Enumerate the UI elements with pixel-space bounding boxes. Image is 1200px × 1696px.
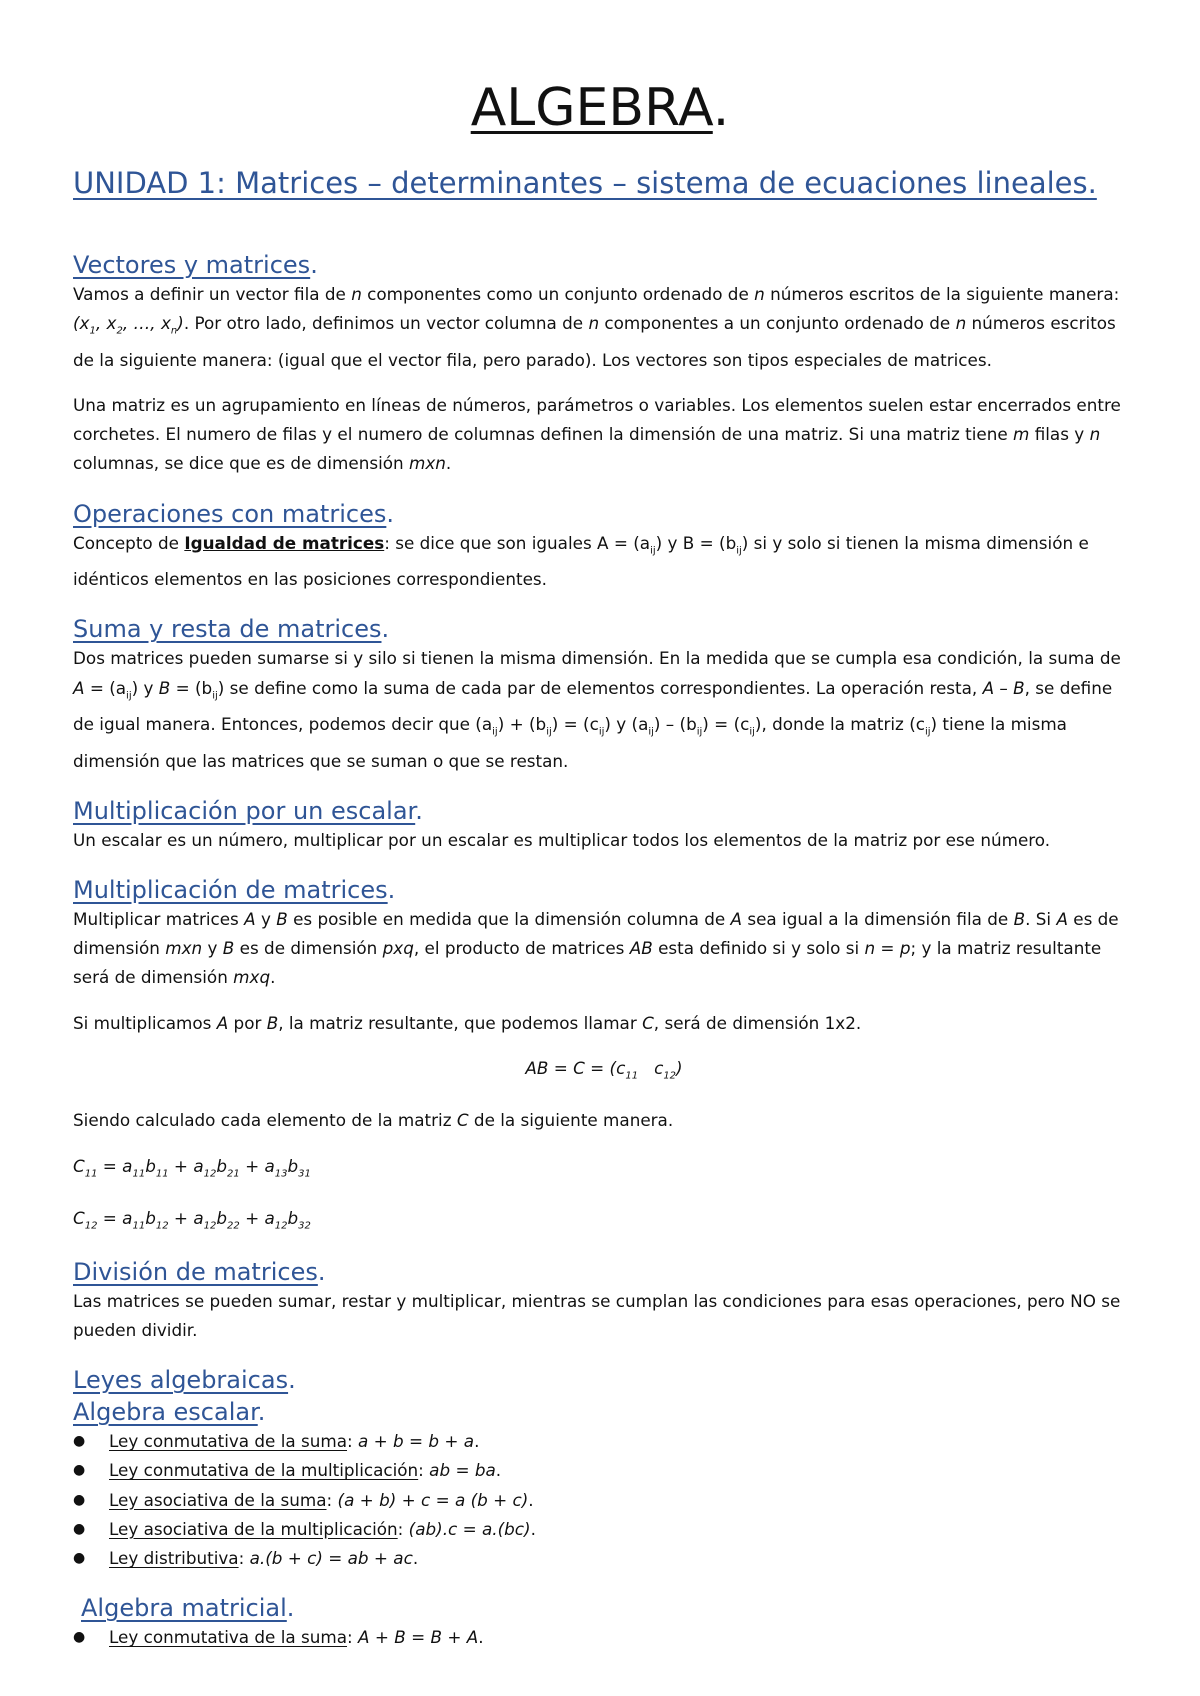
law-name: Ley conmutativa de la suma <box>109 1627 348 1648</box>
bullet-icon: ● <box>73 1550 86 1566</box>
paragraph-escalar: Un escalar es un número, multiplicar por un escalar es multiplicar todos los elementos de la matriz por ese número. <box>73 829 1051 850</box>
law-item: ● Ley conmutativa de la suma: A + B = B + A. <box>73 1623 1135 1652</box>
list-escalar-laws <box>73 1427 1135 1573</box>
heading-operaciones: Operaciones con matrices. <box>73 499 394 528</box>
heading-division: División de matrices. <box>73 1257 326 1286</box>
law-item: ● Ley asociativa de la suma: (a + b) + c = a (b + c). <box>73 1486 1135 1515</box>
law-item: ● Ley distributiva: a.(b + c) = ab + ac. <box>73 1544 1135 1573</box>
heading-leyes: Leyes algebraicas. <box>73 1366 296 1395</box>
paragraph-siendo-calculado: Siendo calculado cada elemento de la matriz C de la siguiente manera. <box>73 1110 674 1131</box>
law-expression: ab = ba <box>429 1460 496 1481</box>
law-name: Ley distributiva <box>109 1548 239 1568</box>
law-expression: (a + b) + c = a (b + c) <box>337 1489 529 1510</box>
heading-algebra-matricial: Algebra matricial. <box>81 1594 295 1623</box>
heading-multiplicacion: Multiplicación de matrices. <box>73 876 396 905</box>
law-name: Ley asociativa de la multiplicación <box>109 1518 398 1539</box>
heading-algebra-escalar: Algebra escalar. <box>73 1398 266 1427</box>
law-expression: (ab).c = a.(bc) <box>408 1518 531 1539</box>
document-body <box>73 250 1135 1652</box>
law-item: ● Ley conmutativa de la suma: a + b = b + a. <box>73 1427 1135 1456</box>
law-name: Ley conmutativa de la multiplicación <box>109 1460 419 1481</box>
bullet-icon: ● <box>73 1433 86 1450</box>
heading-vectores: Vectores y matrices. <box>73 251 318 279</box>
law-name: Ley asociativa de la suma <box>109 1489 327 1510</box>
law-expression: a.(b + c) = ab + ac <box>249 1548 413 1568</box>
law-name: Ley conmutativa de la suma <box>109 1431 348 1452</box>
paragraph-vector-definition: Vamos a definir un vector fila de n componentes como un conjunto ordenado de n números escritos de la siguiente manera: ($x_1$, $x_2$, …, $x_n$). Por otro lado, definimos un vector columna de n componentes a un conjunto ordenado de n números escritos de la siguiente manera: (igual que el vector fila, pero parado). Los vectores son tipos especiales de matrices. <box>73 284 1120 370</box>
list-matricial-laws <box>73 1623 1135 1652</box>
paragraph-division: Las matrices se pueden sumar, restar y multiplicar, mientras se cumplan las condiciones para esas operaciones, pero NO se pueden dividir. <box>73 1290 1121 1340</box>
law-item: ● Ley conmutativa de la multiplicación: ab = ba. <box>73 1456 1135 1485</box>
equation-c11: $C_{11} = a_{11}b_{11} + a_{12}b_{21} + a_{13}b_{31}$ <box>73 1155 311 1180</box>
equation-c12: $C_{12} = a_{11}b_{12} + a_{12}b_{22} + a_{12}b_{32}$ <box>73 1208 311 1232</box>
document-title: ALGEBRA. <box>470 78 730 138</box>
unit-heading: UNIDAD 1: Matrices – determinantes – sistema de ecuaciones lineales. <box>73 166 1097 200</box>
law-expression: A + B = B + A <box>358 1627 479 1648</box>
law-expression: a + b = b + a <box>358 1431 475 1452</box>
bullet-icon: ● <box>73 1520 86 1537</box>
formula-ab: AB = $C = (c_{11}$ $c_{12}$) <box>525 1057 683 1082</box>
paragraph-igualdad: Concepto de Igualdad de matrices: se dice que son iguales $A = (a_{ij})$ y $B = (b_{ij})$ si y solo si tienen la misma dimensión e idénticos elementos en las posiciones correspondientes. <box>73 532 1089 590</box>
bullet-icon: ● <box>73 1491 86 1508</box>
paragraph-multiplicamos: Si multiplicamos A por B, la matriz resultante, que podemos llamar C, será de dimensión 1x2. <box>73 1012 862 1033</box>
bullet-icon: ● <box>73 1629 86 1646</box>
heading-escalar: Multiplicación por un escalar. <box>73 796 423 825</box>
heading-suma-resta: Suma y resta de matrices. <box>73 615 390 644</box>
bullet-icon: ● <box>73 1462 86 1479</box>
law-item: ● Ley asociativa de la multiplicación: (ab).c = a.(bc). <box>73 1515 1135 1544</box>
paragraph-suma-resta: Dos matrices pueden sumarse si y silo si tienen la misma dimensión. En la medida que se cumpla esa condición, la suma de $A = (a_{ij})$ y $B = (b_{ij})$ se define como la suma de cada par de elementos correspondientes. La operación resta, A – B, se define de igual manera. Entonces, podemos decir que $(a_{ij}) + (b_{ij}) = (c_{ij})$ y $(a_{ij}) - (b_{ij}) = (c_{ij})$, donde la matriz $(c_{ij})$ tiene la misma dimensión que las matrices que se suman o que se restan. <box>73 648 1121 771</box>
paragraph-multiplicacion: Multiplicar matrices A y B es posible en medida que la dimensión columna de A sea igual a la dimensión fila de B. Si A es de dimensión mxn y B es de dimensión pxq, el producto de matrices AB esta definido si y solo si n = p; y la matriz resultante será de dimensión mxq. <box>73 909 1119 988</box>
paragraph-matrix-definition: Una matriz es un agrupamiento en líneas de números, parámetros o variables. Los elementos suelen estar encerrados entre corchetes. El numero de filas y el numero de columnas definen la dimensión de una matriz. Si una matriz tiene m filas y n columnas, se dice que es de dimensión mxn. <box>73 394 1121 474</box>
